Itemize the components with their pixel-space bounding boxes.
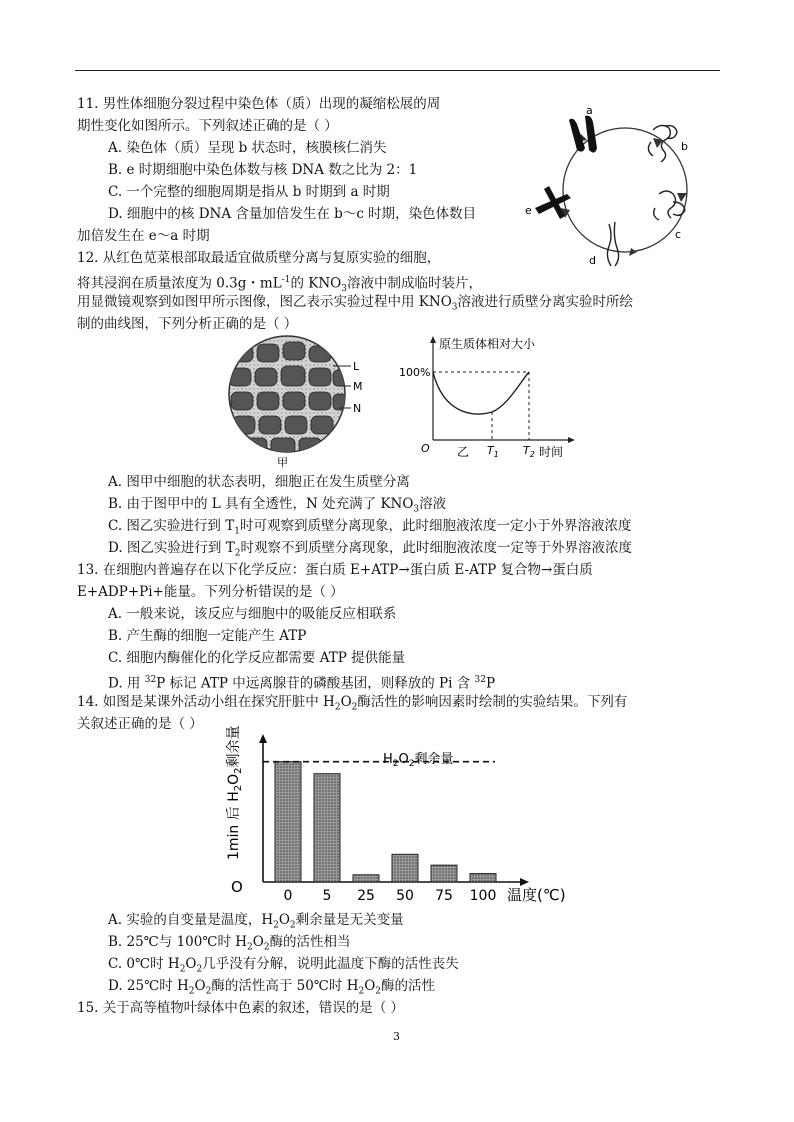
chromosome-d [607,222,618,266]
label-L: L [353,360,360,373]
chart-legend: $H_2O_2$剩余量 [383,752,454,769]
yi-ytick-100: 100% [399,366,431,379]
q14-option-d[interactable]: D. 25℃时 $H_2O_2$酶的活性高于 50℃时 $H_2O_2$酶的活性 [108,978,436,997]
yi-caption: 乙 [457,445,470,459]
chart-ylabel: 1min 后 $H_2O_2$剩余量 [226,725,244,860]
tick-label-0: 0 [283,888,293,904]
q11-stem-line2: 期性变化如图所示。下列叙述正确的是（ ） [77,118,338,134]
q12-stem-line3: 用显微镜观察到如图甲所示图像，图乙表示实验过程中用 $KNO_3$溶液进行质壁分离实验时所绘 [77,294,633,313]
q11-option-a[interactable]: A. 染色体（质）呈现 b 状态时，核膜核仁消失 [108,140,387,156]
yi-t2-label: $T_2$ [523,444,535,459]
q11-option-c[interactable]: C. 一个完整的细胞周期是指从 b 时期到 a 时期 [108,184,390,200]
q12-stem-line4: 制的曲线图，下列分析正确的是（ ） [77,316,298,332]
q13-stem-line1: 13. 在细胞内普遍存在以下化学反应：蛋白质 E+ATP→蛋白质 E-ATP 复合物→蛋白质 [77,562,593,578]
tick-label-50: 50 [396,888,414,904]
bar-5 [314,774,340,882]
q14-option-c[interactable]: C. 0℃时 $H_2O_2$几乎没有分解，说明此温度下酶的活性丧失 [108,956,459,975]
figure-jia-microscope [225,332,385,472]
q11-stem-line1: 11. 男性体细胞分裂过程中染色体（质）出现的凝缩松展的周 [77,96,441,112]
caption-jia: 甲 [277,456,288,469]
q12-option-a[interactable]: A. 图甲中细胞的状态表明，细胞正在发生质壁分离 [108,474,410,490]
chart-xlabel: 温度(℃) [507,886,566,904]
tick-label-25: 25 [357,888,375,904]
q13-option-b[interactable]: B. 产生酶的细胞一定能产生 ATP [108,628,307,644]
q12-option-b[interactable]: B. 由于图甲中的 L 具有全透性，N 处充满了 $KNO_3$溶液 [108,496,447,515]
q14-stem-line2: 关叙述正确的是（ ） [77,716,203,732]
page-number: 3 [393,1030,400,1043]
q14-option-a[interactable]: A. 实验的自变量是温度，$H_2O_2$剩余量是无关变量 [108,912,404,931]
q12-option-c[interactable]: C. 图乙实验进行到 $T_1$时可观察到质壁分离现象，此时细胞液浓度一定小于外界溶液浓度 [108,518,632,537]
q11-option-d[interactable]: D. 细胞中的核 DNA 含量加倍发生在 b～c 时期，染色体数目 [108,206,477,222]
bar-0 [275,762,301,882]
bar-50 [392,854,418,882]
q11-option-d-cont: 加倍发生在 e～a 时期 [77,228,210,244]
q13-stem-line2: E+ADP+Pi+能量。下列分析错误的是（ ） [77,584,344,600]
label-a: a [586,104,593,117]
label-b: b [681,140,688,153]
label-M: M [353,380,363,393]
header-rule [75,70,720,71]
q12-option-d[interactable]: D. 图乙实验进行到 $T_2$时观察不到质壁分离现象，此时细胞液浓度一定等于外界溶液浓度 [108,540,632,559]
chart-origin: O [231,878,243,896]
yi-origin: O [421,442,430,455]
yi-t1-label: $T_1$ [487,444,499,459]
q14-option-b[interactable]: B. 25℃与 100℃时 $H_2O_2$酶的活性相当 [108,934,351,953]
q12-stem-line1: 12. 从红色苋菜根部取最适宜做质壁分离与复原实验的细胞， [77,250,441,266]
label-d: d [589,254,596,267]
q13-option-d[interactable]: D. 用 $^{32}$P 标记 ATP 中远离腺苷的磷酸基团，则释放的 Pi 含 $^{32}$P [108,675,496,692]
q13-option-a[interactable]: A. 一般来说，该反应与细胞中的吸能反应相联系 [108,606,397,622]
label-c: c [675,228,682,241]
yi-x-label: 时间 [539,445,564,459]
cell-cycle-figure [525,98,725,270]
q11-option-b[interactable]: B. e 时期细胞中染色体数与核 DNA 数之比为 2：1 [108,162,418,178]
chromosome-b [648,125,677,162]
yi-title: 原生质体相对大小 [439,337,536,351]
bar-75 [431,865,457,882]
tick-label-100: 100 [469,888,497,904]
q14-stem-line1: 14. 如图是某课外活动小组在探究肝脏中 $H_2O_2$酶活性的影响因素时绘制的实验结果。下列有 [77,694,628,713]
bar-100 [470,874,496,882]
h2o2-bar-chart [205,725,595,906]
label-N: N [353,402,362,415]
tick-label-75: 75 [435,888,453,904]
tick-label-5: 5 [322,888,332,904]
q13-option-c[interactable]: C. 细胞内酶催化的化学反应都需要 ATP 提供能量 [108,650,406,666]
bar-25 [353,875,379,882]
q15-stem: 15. 关于高等植物叶绿体中色素的叙述，错误的是（ ） [77,1000,405,1016]
label-e: e [525,204,532,217]
chromosome-a [569,116,597,153]
q12-stem-line2: 将其浸润在质量浓度为 0.3g・$mL^{-1}$的 $KNO_3$溶液中制成临时装片， [77,275,482,295]
figure-yi-curve [399,332,585,466]
